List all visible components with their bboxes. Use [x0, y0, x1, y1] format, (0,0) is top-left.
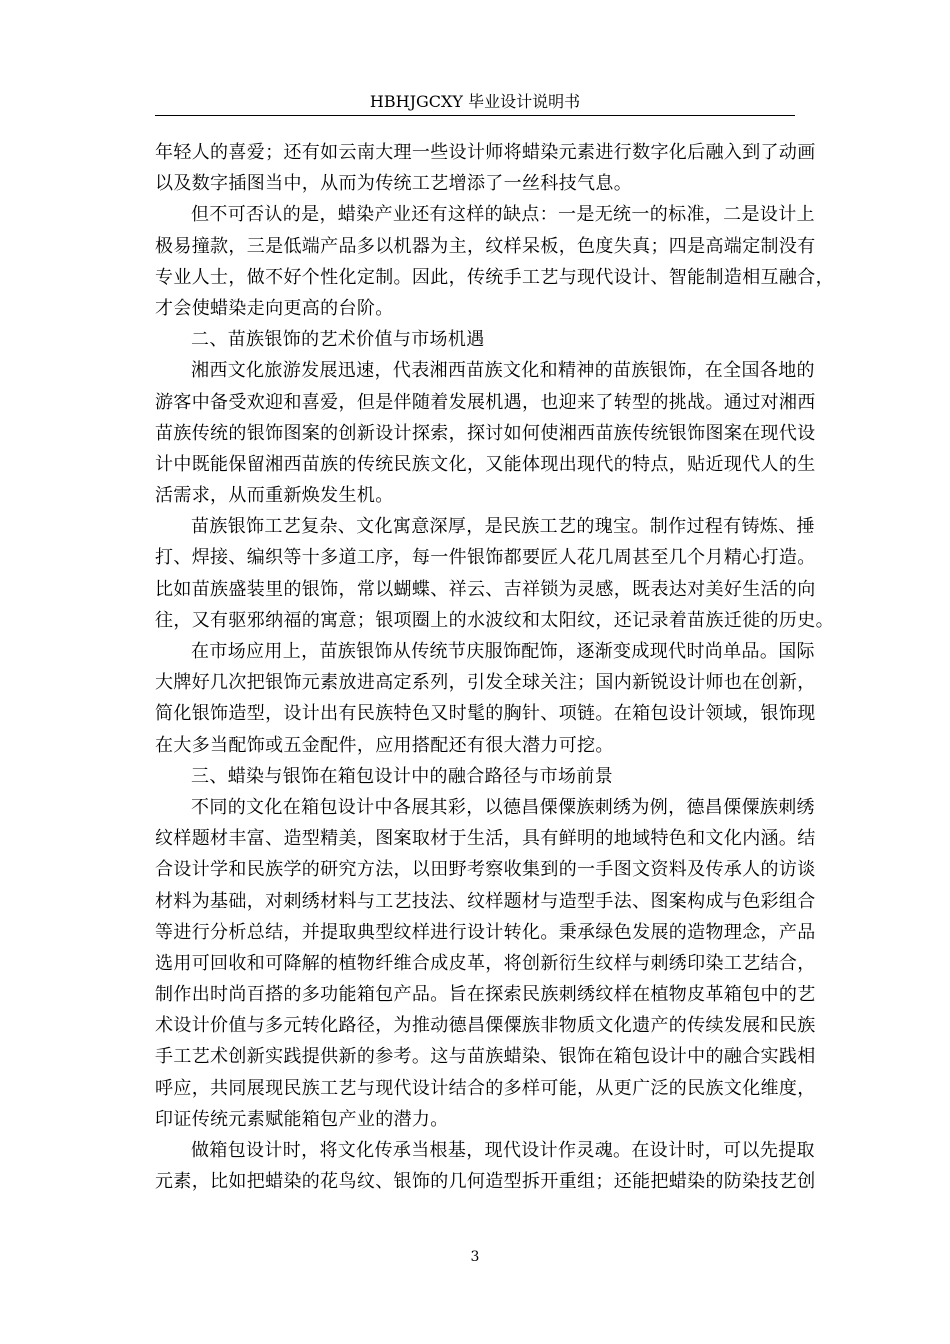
text-line: 做箱包设计时，将文化传承当根基，现代设计作灵魂。在设计时，可以先提取 [191, 1140, 815, 1161]
text-line: 苗族银饰工艺复杂、文化寓意深厚，是民族工艺的瑰宝。制作过程有铸炼、捶 [191, 516, 815, 538]
text-line: 材料为基础，对刺绣材料与工艺技法、纹样题材与造型手法、图案构成与色彩组合 [155, 890, 816, 912]
text-line: 制作出时尚百搭的多功能箱包产品。旨在探索民族刺绣纹样在植物皮革箱包中的艺 [155, 984, 816, 1006]
text-line: 在市场应用上，苗族银饰从传统节庆服饰配饰，逐渐变成现代时尚单品。国际 [191, 641, 815, 662]
text-line: 湘西文化旅游发展迅速，代表湘西苗族文化和精神的苗族银饰，在全国各地的 [191, 360, 815, 382]
text-line: 年轻人的喜爱；还有如云南大理一些设计师将蜡染元素进行数字化后融入到了动画 [155, 142, 816, 163]
text-line: 不同的文化在箱包设计中各展其彩，以德昌傈僳族刺绣为例，德昌傈僳族刺绣 [191, 796, 815, 818]
text-line: 三、蜡染与银饰在箱包设计中的融合路径与市场前景 [191, 765, 614, 787]
text-line: 以及数字插图当中，从而为传统工艺增添了一丝科技气息。 [155, 173, 633, 195]
document-body [155, 137, 835, 1197]
text-line: 纹样题材丰富、造型精美，图案取材于生活，具有鲜明的地域特色和文化内涵。结 [155, 828, 816, 850]
text-line: 活需求，从而重新焕发生机。 [155, 485, 394, 507]
text-line: 术设计价值与多元转化路径，为推动德昌傈僳族非物质文化遗产的传续发展和民族 [155, 1015, 816, 1037]
text-line: 往，又有驱邪纳福的寓意；银项圈上的水波纹和太阳纹，还记录着苗族迁徙的历史。 [155, 609, 834, 631]
text-line: 简化银饰造型，设计出有民族特色又时髦的胸针、项链。在箱包设计领域，银饰现 [155, 703, 816, 725]
text-line: 但不可否认的是，蜡染产业还有这样的缺点：一是无统一的标准，二是设计上 [191, 204, 815, 226]
text-line: 二、苗族银饰的艺术价值与市场机遇 [191, 329, 485, 351]
text-line: 在大多当配饰或五金配件，应用搭配还有很大潜力可挖。 [155, 734, 614, 756]
text-line: 比如苗族盛装里的银饰，常以蝴蝶、祥云、吉祥锁为灵感，既表达对美好生活的向 [155, 578, 816, 600]
text-line: 元素，比如把蜡染的花鸟纹、银饰的几何造型拆开重组；还能把蜡染的防染技艺创 [155, 1171, 816, 1193]
text-line: 极易撞款，三是低端产品多以机器为主，纹样呆板，色度失真；四是高端定制没有 [155, 235, 816, 257]
header-divider [155, 115, 795, 116]
text-line: 苗族传统的银饰图案的创新设计探索，探讨如何使湘西苗族传统银饰图案在现代设 [155, 422, 816, 444]
page-header: HBHJGCXY 毕业设计说明书 [369, 92, 581, 111]
text-line: 游客中备受欢迎和喜爱，但是伴随着发展机遇，也迎来了转型的挑战。通过对湘西 [155, 391, 816, 413]
text-line: 合设计学和民族学的研究方法，以田野考察收集到的一手图文资料及传承人的访谈 [155, 859, 816, 881]
text-line: 选用可回收和可降解的植物纤维合成皮革，将创新衍生纹样与刺绣印染工艺结合， [155, 952, 816, 974]
text-line: 打、焊接、编织等十多道工序，每一件银饰都要匠人花几周甚至几个月精心打造。 [155, 547, 816, 569]
text-line: 手工艺术创新实践提供新的参考。这与苗族蜡染、银饰在箱包设计中的融合实践相 [155, 1046, 816, 1068]
text-line: 印证传统元素赋能箱包产业的潜力。 [155, 1108, 449, 1130]
text-line: 大牌好几次把银饰元素放进高定系列，引发全球关注；国内新锐设计师也在创新， [155, 672, 816, 694]
text-line: 呼应，共同展现民族工艺与现代设计结合的多样可能，从更广泛的民族文化维度， [155, 1077, 816, 1099]
page-number: 3 [470, 1249, 480, 1265]
text-line: 等进行分析总结，并提取典型纹样进行设计转化。秉承绿色发展的造物理念，产品 [155, 921, 816, 943]
text-line: 才会使蜡染走向更高的台阶。 [155, 297, 394, 319]
text-line: 专业人士，做不好个性化定制。因此，传统手工艺与现代设计、智能制造相互融合， [155, 266, 834, 288]
text-line: 计中既能保留湘西苗族的传统民族文化，又能体现出现代的特点，贴近现代人的生 [155, 453, 816, 475]
